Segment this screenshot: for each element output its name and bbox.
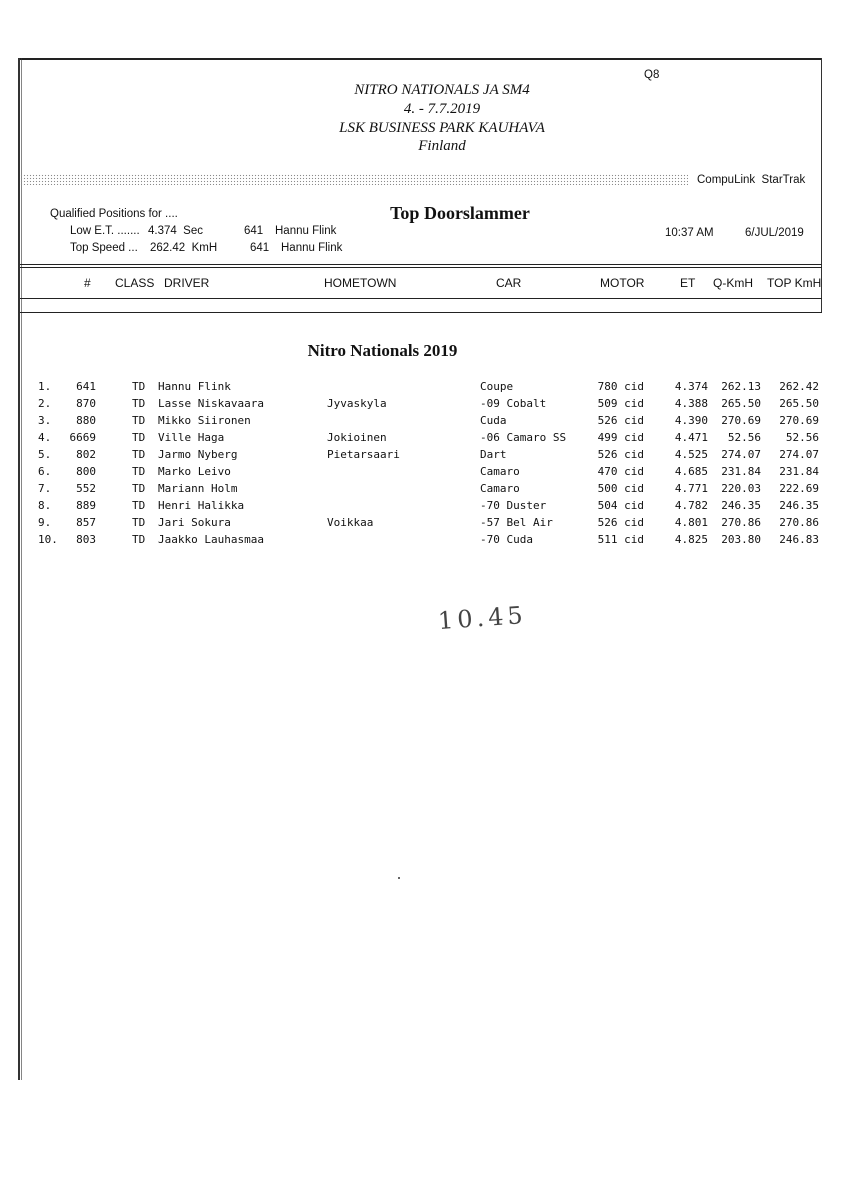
cell-topkmh: 222.69 (779, 482, 819, 495)
cell-hometown: Jyvaskyla (327, 397, 387, 410)
dotted-separator (20, 174, 688, 185)
col-header-driver: DRIVER (164, 276, 210, 290)
cell-motor: 470 cid (597, 465, 644, 478)
report-date: 6/JUL/2019 (745, 227, 804, 239)
low-et-driver: Hannu Flink (275, 225, 337, 237)
cell-driver: Marko Leivo (158, 465, 231, 478)
cell-motor: 499 cid (597, 431, 644, 444)
cell-driver: Hannu Flink (158, 380, 231, 393)
table-row (0, 533, 848, 550)
table-row (0, 448, 848, 465)
cell-qkmh: 246.35 (721, 499, 761, 512)
cell-topkmh: 246.35 (779, 499, 819, 512)
cell-class: TD (132, 516, 146, 529)
cell-class: TD (132, 499, 146, 512)
section-title: Nitro Nationals 2019 (307, 341, 458, 360)
cell-class: TD (132, 482, 146, 495)
event-dates: 4. - 7.7.2019 (403, 101, 481, 117)
top-border-line (20, 58, 822, 60)
cell-qkmh: 270.69 (721, 414, 761, 427)
cell-qkmh: 220.03 (721, 482, 761, 495)
cell-qkmh: 265.50 (721, 397, 761, 410)
cell-topkmh: 262.42 (779, 380, 819, 393)
cell-qkmh: 203.80 (721, 533, 761, 546)
cell-num: 870 (76, 397, 96, 410)
cell-et: 4.771 (674, 482, 708, 495)
cell-et: 4.525 (674, 448, 708, 461)
col-header-car: CAR (496, 276, 522, 290)
header-line-bottom-1 (20, 298, 822, 299)
right-border-line (821, 58, 822, 313)
cell-driver: Lasse Niskavaara (158, 397, 264, 410)
col-header-class: CLASS (115, 276, 155, 290)
left-border-line (18, 58, 20, 1080)
table-row (0, 499, 848, 516)
table-row (0, 380, 848, 397)
cell-num: 802 (76, 448, 96, 461)
cell-hometown: Voikkaa (327, 516, 374, 529)
col-header-num: # (84, 276, 91, 290)
event-venue: LSK BUSINESS PARK KAUHAVA (339, 120, 545, 136)
cell-class: TD (132, 414, 146, 427)
cell-motor: 500 cid (597, 482, 644, 495)
cell-pos: 5. (38, 448, 52, 461)
cell-pos: 7. (38, 482, 52, 495)
top-speed-label: Top Speed ... (70, 242, 138, 254)
cell-num: 857 (76, 516, 96, 529)
page-code: Q8 (644, 69, 660, 81)
cell-et: 4.388 (674, 397, 708, 410)
left-border-line-inner (21, 58, 22, 1080)
cell-qkmh: 52.56 (727, 431, 761, 444)
table-row (0, 465, 848, 482)
cell-car: Coupe (480, 380, 514, 393)
cell-topkmh: 52.56 (785, 431, 819, 444)
low-et-value: 4.374 Sec (148, 225, 203, 237)
cell-et: 4.801 (674, 516, 708, 529)
class-title: Top Doorslammer (390, 203, 530, 223)
cell-driver: Mariann Holm (158, 482, 238, 495)
cell-et: 4.782 (674, 499, 708, 512)
cell-driver: Jari Sokura (158, 516, 231, 529)
top-speed-value: 262.42 KmH (150, 242, 218, 254)
cell-topkmh: 270.86 (779, 516, 819, 529)
cell-hometown: Jokioinen (327, 431, 387, 444)
cell-class: TD (132, 465, 146, 478)
cell-pos: 10. (38, 533, 58, 546)
cell-qkmh: 274.07 (721, 448, 761, 461)
low-et-label: Low E.T. ....... (70, 225, 140, 237)
cell-motor: 780 cid (597, 380, 644, 393)
cell-car: Cuda (480, 414, 507, 427)
cell-car: Dart (480, 448, 507, 461)
cell-car: -09 Cobalt (480, 397, 547, 410)
cell-motor: 526 cid (597, 414, 644, 427)
cell-num: 6669 (69, 431, 96, 444)
cell-pos: 6. (38, 465, 52, 478)
cell-driver: Jarmo Nyberg (158, 448, 238, 461)
cell-class: TD (132, 448, 146, 461)
cell-pos: 2. (38, 397, 52, 410)
col-header-et: ET (680, 276, 696, 290)
cell-topkmh: 246.83 (779, 533, 819, 546)
cell-topkmh: 231.84 (779, 465, 819, 478)
event-title: NITRO NATIONALS JA SM4 (354, 82, 530, 98)
low-et-car: 641 (244, 225, 264, 237)
cell-pos: 1. (38, 380, 52, 393)
cell-pos: 8. (38, 499, 52, 512)
header-line-bottom-2 (20, 312, 822, 313)
table-row (0, 482, 848, 499)
cell-motor: 526 cid (597, 448, 644, 461)
cell-num: 803 (76, 533, 96, 546)
cell-qkmh: 270.86 (721, 516, 761, 529)
cell-et: 4.390 (674, 414, 708, 427)
cell-num: 889 (76, 499, 96, 512)
cell-num: 880 (76, 414, 96, 427)
col-header-hometown: HOMETOWN (324, 276, 397, 290)
cell-hometown: Pietarsaari (327, 448, 400, 461)
cell-et: 4.471 (674, 431, 708, 444)
cell-topkmh: 274.07 (779, 448, 819, 461)
cell-motor: 511 cid (597, 533, 644, 546)
cell-class: TD (132, 431, 146, 444)
top-speed-driver: Hannu Flink (281, 242, 343, 254)
event-country: Finland (418, 138, 466, 154)
cell-car: Camaro (480, 465, 520, 478)
cell-car: Camaro (480, 482, 520, 495)
cell-qkmh: 231.84 (721, 465, 761, 478)
cell-driver: Ville Haga (158, 431, 225, 444)
cell-pos: 3. (38, 414, 52, 427)
cell-topkmh: 270.69 (779, 414, 819, 427)
table-row (0, 516, 848, 533)
table-row (0, 431, 848, 448)
table-row (0, 414, 848, 431)
cell-car: -70 Cuda (480, 533, 533, 546)
cell-driver: Mikko Siironen (158, 414, 251, 427)
cell-et: 4.685 (674, 465, 708, 478)
cell-pos: 4. (38, 431, 52, 444)
cell-car: -06 Camaro SS (480, 431, 567, 444)
dust-speck (398, 877, 400, 879)
cell-driver: Henri Halikka (158, 499, 245, 512)
col-header-topkmh: TOP KmH (767, 276, 822, 290)
cell-et: 4.374 (674, 380, 708, 393)
handwritten-note: 10.45 (437, 600, 528, 636)
cell-motor: 509 cid (597, 397, 644, 410)
top-speed-car: 641 (250, 242, 270, 254)
cell-class: TD (132, 397, 146, 410)
col-header-qkmh: Q-KmH (713, 276, 753, 290)
header-line-top-1 (20, 264, 822, 265)
cell-motor: 526 cid (597, 516, 644, 529)
cell-num: 552 (76, 482, 96, 495)
report-time: 10:37 AM (665, 227, 714, 239)
cell-num: 641 (76, 380, 96, 393)
col-header-motor: MOTOR (600, 276, 645, 290)
header-line-top-2 (20, 267, 822, 268)
cell-num: 800 (76, 465, 96, 478)
cell-qkmh: 262.13 (721, 380, 761, 393)
cell-motor: 504 cid (597, 499, 644, 512)
cell-et: 4.825 (674, 533, 708, 546)
cell-car: -57 Bel Air (480, 516, 553, 529)
cell-class: TD (132, 533, 146, 546)
cell-pos: 9. (38, 516, 52, 529)
qualified-label: Qualified Positions for .... (50, 208, 178, 220)
cell-driver: Jaakko Lauhasmaa (158, 533, 264, 546)
cell-topkmh: 265.50 (779, 397, 819, 410)
cell-car: -70 Duster (480, 499, 547, 512)
software-label: CompuLink StarTrak (697, 174, 806, 186)
table-row (0, 397, 848, 414)
cell-class: TD (132, 380, 146, 393)
